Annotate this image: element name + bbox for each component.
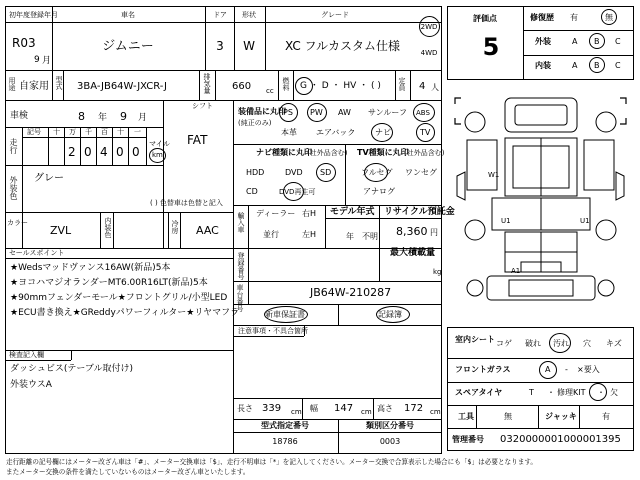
usage-value: 自家用 bbox=[19, 81, 49, 92]
reg-month-unit: 月 bbox=[42, 56, 52, 66]
recycle-unit: 円 bbox=[430, 228, 438, 237]
import-label: 輸入車 bbox=[237, 212, 245, 233]
mileage-digit-label: 千 bbox=[85, 128, 92, 136]
mileage-digit-label: 十 bbox=[117, 128, 124, 136]
diagram-w1: W1 bbox=[488, 171, 500, 179]
model-name-value: ジムニー bbox=[102, 39, 154, 54]
navi-item: DVD再生可 bbox=[279, 188, 316, 196]
model-year-label: モデル年式 bbox=[330, 207, 375, 217]
displacement-label: 排気量 bbox=[203, 73, 211, 94]
grade-c: C bbox=[615, 61, 621, 70]
score-label: 評価点 bbox=[473, 14, 497, 23]
cargo-unit: kg bbox=[433, 268, 442, 276]
doors-label: ドア bbox=[213, 11, 227, 19]
import-parallel: 並行 bbox=[263, 230, 279, 239]
tools-value: 無 bbox=[504, 412, 512, 421]
footer-line1: 走行距離の記号欄にはメーター改ざん車は「#」、メーター交換車は「$」、走行不明車は「*」を記入してください。メーター交換で合算表示した場合にも「$」は必要となります。 bbox=[6, 458, 537, 466]
diagram-u1-right: U1 bbox=[580, 217, 590, 225]
navi-item: SD bbox=[320, 168, 332, 177]
doors-value: 3 bbox=[216, 39, 224, 53]
height-label: 高さ bbox=[377, 404, 393, 413]
mileage-digit: 0 bbox=[132, 145, 140, 159]
score-value: 5 bbox=[482, 33, 500, 61]
equip-item: エアバック bbox=[316, 128, 356, 137]
mileage-digit: 0 bbox=[116, 145, 124, 159]
model-year-unit: 年 bbox=[346, 232, 354, 241]
shift-value: FAT bbox=[187, 133, 208, 147]
equip-item: 本革 bbox=[281, 128, 297, 137]
width-value: 147 bbox=[334, 403, 354, 414]
exterior-label: 外装色 bbox=[9, 176, 18, 200]
width-unit: cm bbox=[361, 408, 372, 416]
inspection-year-unit: 年 bbox=[98, 113, 108, 123]
car-damage-diagram bbox=[447, 90, 634, 322]
model-name-label: 車名 bbox=[121, 11, 135, 19]
mileage-digit-label: 一 bbox=[134, 128, 141, 136]
tv-note: (社外品含む) bbox=[404, 149, 445, 157]
navi-title: ナビ種類に丸印 bbox=[256, 148, 312, 157]
sales-line: ★Wedsマッドヴァンス16AW(新品)5本 bbox=[10, 263, 171, 273]
equip-item: PS bbox=[283, 108, 293, 117]
usage-label: 用途 bbox=[8, 77, 16, 91]
exterior-grade-circle bbox=[589, 33, 605, 49]
exterior-note: ( ) 色替車は色替と記入 bbox=[150, 199, 223, 207]
seat-label: 室内シート bbox=[455, 335, 495, 344]
sales-label: セールスポイント bbox=[9, 249, 65, 257]
grade-value: XC フルカスタム仕様 bbox=[285, 39, 401, 53]
mileage-digit-label: 十 bbox=[53, 128, 60, 136]
recycle-label: リサイクル預託金 bbox=[384, 207, 455, 217]
navi-note: (社外品含む) bbox=[307, 149, 348, 157]
displacement-value: 660 bbox=[232, 81, 252, 92]
seat-item: 穴 bbox=[583, 339, 591, 348]
reg-year-value: R03 bbox=[12, 36, 36, 50]
import-dealer: ディーラー bbox=[256, 209, 296, 218]
windshield-item: A bbox=[545, 365, 551, 374]
tv-item: ワンセグ bbox=[405, 168, 437, 177]
tv-item: フルセグ bbox=[361, 168, 393, 177]
books-manual: 新車保証書 bbox=[265, 310, 305, 319]
capacity-value: 4 bbox=[419, 81, 426, 92]
mileage-digit-label: 百 bbox=[101, 128, 108, 136]
interior-grade-label: 内装 bbox=[535, 61, 551, 70]
model-code-value: 18786 bbox=[272, 437, 298, 446]
spare-item: 欠 bbox=[610, 388, 618, 397]
tools-label: 工具 bbox=[458, 412, 474, 421]
import-left: 左H bbox=[302, 230, 317, 239]
shape-value: W bbox=[243, 39, 255, 53]
inspection-month-unit: 月 bbox=[138, 113, 148, 123]
equip-item: AW bbox=[338, 108, 351, 117]
tv-title: TV種類に丸印 bbox=[357, 148, 409, 157]
reg-number-label: 登録番号 bbox=[237, 252, 245, 280]
sales-line: ★ヨコハマジオランダーMT6.00R16LT(新品)5本 bbox=[10, 278, 208, 288]
length-unit: cm bbox=[291, 408, 302, 416]
jack-label: ジャッキ bbox=[545, 412, 577, 421]
inspector-line: ダッシュビス(テーブル取付け) bbox=[10, 364, 134, 374]
spare-item: T bbox=[529, 388, 534, 397]
navi-item: CD bbox=[246, 187, 258, 196]
fuel-label: 燃料 bbox=[282, 77, 290, 91]
shift-label: シフト bbox=[192, 102, 213, 110]
equipment-subtitle: (純正のみ) bbox=[238, 119, 272, 127]
recycle-amount: 8,360 bbox=[396, 225, 428, 238]
exterior-color: グレー bbox=[34, 173, 64, 184]
katashiki-value: 3BA-JB64W-JXCR-J bbox=[77, 81, 167, 92]
grade-label: グレード bbox=[321, 11, 349, 19]
footer-line2: またメーター交換の条件を満たしていないものはメーター改ざん車といたします。 bbox=[6, 468, 250, 476]
length-value: 339 bbox=[262, 403, 282, 414]
seat-item: コゲ bbox=[496, 339, 512, 348]
mileage-digit: 4 bbox=[100, 145, 108, 159]
mileage-digit-label: 記号 bbox=[27, 128, 41, 136]
equip-item: TV bbox=[420, 128, 431, 137]
shape-label: 形状 bbox=[242, 11, 256, 19]
repair-yes: 有 bbox=[570, 13, 578, 22]
drive-4wd: 4WD bbox=[420, 49, 438, 57]
model-year-unknown: 不明 bbox=[362, 232, 378, 241]
spare-item: ・ bbox=[597, 388, 605, 397]
displacement-cc: cc bbox=[266, 87, 274, 95]
seat-dirt-circle bbox=[549, 333, 571, 353]
books-record: 記録簿 bbox=[378, 310, 402, 319]
repair-label: 修復歴 bbox=[530, 13, 554, 22]
reg-year-label: 初年度登録年月 bbox=[9, 11, 58, 19]
class-code-label: 類別区分番号 bbox=[366, 421, 414, 430]
jack-value: 有 bbox=[602, 412, 610, 421]
sales-line: ★90mmフェンダーモール★フロントグリル/小型LED bbox=[10, 293, 228, 303]
interior-grade-circle bbox=[589, 57, 605, 73]
mileage-digit-label: 万 bbox=[69, 128, 76, 136]
import-right: 右H bbox=[302, 209, 317, 218]
ac-label: 冷房 bbox=[171, 220, 179, 234]
chassis-label: 車台番号 bbox=[236, 284, 244, 312]
grade-a: A bbox=[572, 61, 578, 70]
repair-no: 無 bbox=[605, 13, 613, 22]
capacity-unit: 人 bbox=[431, 83, 439, 92]
inspection-month: 9 bbox=[120, 110, 127, 123]
sales-line: ★ECU書き換え★GReddyパワーフィルター★リヤマフラ bbox=[10, 308, 240, 318]
mileage-digit: 0 bbox=[84, 145, 92, 159]
exterior-grade-label: 外装 bbox=[535, 37, 551, 46]
equipment-title: 装備品に丸印 bbox=[238, 107, 286, 116]
class-code-value: 0003 bbox=[379, 437, 401, 446]
mgmt-number: 0320000001000001395 bbox=[500, 434, 621, 445]
spare-item: 修理KIT bbox=[557, 388, 586, 397]
inspection-year: 8 bbox=[78, 110, 85, 123]
mileage-unit-km: km bbox=[152, 151, 163, 159]
mileage-digit: 2 bbox=[68, 145, 76, 159]
seat-item: 破れ bbox=[525, 339, 541, 348]
inspection-label: 車検 bbox=[10, 111, 29, 121]
cargo-label: 最大積載量 bbox=[390, 248, 436, 258]
inspector-line: 外装ウスA bbox=[10, 380, 52, 390]
windshield-label: フロントガラス bbox=[455, 365, 511, 374]
width-label: 幅 bbox=[310, 404, 318, 413]
capacity-label: 定員 bbox=[398, 77, 406, 91]
grade-b: B bbox=[594, 61, 600, 70]
color-code-value: ZVL bbox=[50, 224, 72, 237]
windshield-item: - bbox=[565, 365, 568, 374]
repair-no-circle bbox=[601, 9, 617, 25]
interior-color-label: 内装色 bbox=[104, 217, 112, 238]
mileage-label: 走行 bbox=[9, 138, 18, 154]
mgmt-label: 管理番号 bbox=[452, 435, 484, 444]
length-label: 長さ bbox=[237, 404, 253, 413]
height-value: 172 bbox=[404, 403, 424, 414]
spare-item: ・ bbox=[547, 388, 555, 397]
grade-b: B bbox=[594, 37, 600, 46]
tv-item: アナログ bbox=[363, 187, 395, 196]
reg-month-value: 9 bbox=[34, 55, 40, 65]
notes-label: 注意事項・不具合箇所 bbox=[238, 327, 308, 335]
drive-2wd: 2WD bbox=[420, 23, 438, 31]
grade-a: A bbox=[572, 37, 578, 46]
equip-item: PW bbox=[310, 108, 323, 117]
model-code-label: 型式指定番号 bbox=[261, 421, 309, 430]
equip-item: ABS bbox=[416, 109, 430, 117]
equip-item: サンルーフ bbox=[368, 108, 407, 117]
mileage-unit-mile: マイル bbox=[149, 140, 170, 148]
ac-value: AAC bbox=[196, 224, 219, 237]
windshield-item: ×要入 bbox=[577, 365, 600, 374]
equip-item: ナビ bbox=[375, 128, 391, 137]
diagram-u1-left: U1 bbox=[501, 217, 511, 225]
seat-item: キズ bbox=[606, 339, 622, 348]
inspector-label: 検査記入欄 bbox=[9, 351, 44, 359]
seat-item: 汚れ bbox=[553, 339, 569, 348]
fuel-options: G ・ D ・ HV ・ ( ) bbox=[300, 81, 381, 91]
navi-item: DVD bbox=[285, 168, 303, 177]
color-code-label: カラー bbox=[7, 219, 28, 227]
chassis-value: JB64W-210287 bbox=[310, 286, 392, 299]
katashiki-label: 型式 bbox=[55, 76, 63, 90]
height-unit: cm bbox=[430, 408, 441, 416]
spare-label: スペアタイヤ bbox=[455, 388, 503, 397]
navi-item: HDD bbox=[246, 168, 265, 177]
diagram-a1: A1 bbox=[511, 267, 521, 275]
grade-c: C bbox=[615, 37, 621, 46]
